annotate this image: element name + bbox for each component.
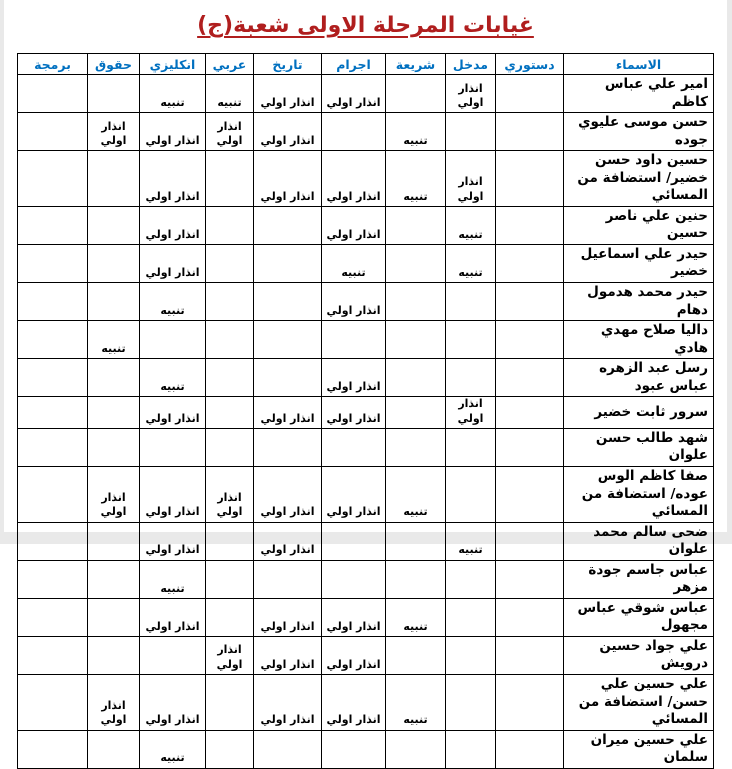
absence-cell[interactable] xyxy=(322,113,386,151)
absence-cell[interactable]: انذار اولي xyxy=(322,598,386,636)
absence-cell[interactable]: انذار اولي xyxy=(206,113,254,151)
absence-cell[interactable] xyxy=(206,359,254,397)
absence-cell[interactable] xyxy=(496,321,564,359)
absence-cell[interactable]: انذار اولي xyxy=(254,75,322,113)
absence-cell[interactable]: انذار اولي xyxy=(140,598,206,636)
absence-cell[interactable] xyxy=(18,428,88,466)
absence-cell[interactable]: انذار اولي xyxy=(88,113,140,151)
absence-cell[interactable]: انذار اولي xyxy=(140,113,206,151)
student-name-cell[interactable]: علي حسين علي حسن/ استضافة من المسائي xyxy=(564,675,714,731)
absence-cell[interactable] xyxy=(18,206,88,244)
absence-cell[interactable] xyxy=(446,466,496,522)
absence-cell[interactable] xyxy=(18,730,88,768)
student-name-cell[interactable]: علي حسين ميران سلمان xyxy=(564,730,714,768)
absence-cell[interactable] xyxy=(88,75,140,113)
absence-table xyxy=(17,53,714,769)
student-name-cell[interactable]: امير علي عباس كاظم xyxy=(564,75,714,113)
absence-cell[interactable]: انذار اولي xyxy=(140,206,206,244)
absence-cell[interactable] xyxy=(254,560,322,598)
absence-cell[interactable]: انذار اولي xyxy=(446,75,496,113)
absence-cell[interactable] xyxy=(140,321,206,359)
absence-cell[interactable]: تنبيه xyxy=(322,244,386,282)
document-page xyxy=(4,0,727,766)
absence-cell[interactable] xyxy=(446,560,496,598)
absence-cell[interactable]: انذار اولي xyxy=(322,359,386,397)
table-row xyxy=(18,466,714,522)
absence-cell[interactable] xyxy=(88,283,140,321)
absence-cell[interactable] xyxy=(496,466,564,522)
absence-cell[interactable] xyxy=(254,359,322,397)
column-header[interactable]: برمجة xyxy=(18,54,88,75)
table-body xyxy=(18,75,714,769)
absence-cell[interactable]: تنبيه xyxy=(88,321,140,359)
column-header[interactable]: تاريخ xyxy=(254,54,322,75)
absence-cell[interactable]: انذار اولي xyxy=(254,466,322,522)
absence-cell[interactable] xyxy=(18,75,88,113)
absence-cell[interactable] xyxy=(18,359,88,397)
absence-cell[interactable]: تنبيه xyxy=(446,206,496,244)
absence-cell[interactable] xyxy=(88,730,140,768)
absence-cell[interactable] xyxy=(88,206,140,244)
absence-cell[interactable] xyxy=(88,151,140,207)
absence-cell[interactable] xyxy=(88,636,140,674)
absence-cell[interactable] xyxy=(386,283,446,321)
table-row xyxy=(18,321,714,359)
column-header[interactable]: حقوق xyxy=(88,54,140,75)
header-row xyxy=(18,54,714,75)
student-name-cell[interactable]: علي جواد حسين درويش xyxy=(564,636,714,674)
absence-cell[interactable] xyxy=(206,598,254,636)
absence-cell[interactable]: انذار اولي xyxy=(140,675,206,731)
absence-cell[interactable] xyxy=(496,397,564,429)
absence-cell[interactable] xyxy=(496,283,564,321)
table-row xyxy=(18,598,714,636)
student-name-cell[interactable]: حسين داود حسن خضير/ استضافة من المسائي xyxy=(564,151,714,207)
absence-cell[interactable] xyxy=(386,244,446,282)
page-title: غيابات المرحلة الاولى شعبة(ج) xyxy=(197,13,534,38)
absence-cell[interactable] xyxy=(322,321,386,359)
absence-cell[interactable]: انذار اولي xyxy=(254,675,322,731)
absence-cell[interactable] xyxy=(206,283,254,321)
absence-cell[interactable] xyxy=(18,675,88,731)
table-row xyxy=(18,730,714,768)
absence-cell[interactable]: تنبيه xyxy=(140,359,206,397)
absence-cell[interactable] xyxy=(206,321,254,359)
table-row xyxy=(18,359,714,397)
absence-cell[interactable] xyxy=(386,560,446,598)
absence-cell[interactable]: تنبيه xyxy=(140,283,206,321)
table-row xyxy=(18,560,714,598)
absence-cell[interactable] xyxy=(254,730,322,768)
student-name-cell[interactable]: ضحى سالم محمد علوان xyxy=(564,522,714,560)
student-name-cell[interactable]: حيدر محمد هدمول دهام xyxy=(564,283,714,321)
table-row xyxy=(18,428,714,466)
absence-cell[interactable] xyxy=(18,598,88,636)
absence-cell[interactable] xyxy=(254,244,322,282)
absence-cell[interactable] xyxy=(386,75,446,113)
absence-cell[interactable] xyxy=(206,151,254,207)
student-name-cell[interactable]: صفا كاظم الوس عوده/ استضافة من المسائي xyxy=(564,466,714,522)
absence-cell[interactable] xyxy=(386,321,446,359)
absence-cell[interactable] xyxy=(446,636,496,674)
absence-cell[interactable] xyxy=(140,428,206,466)
absence-cell[interactable] xyxy=(496,675,564,731)
absence-cell[interactable]: انذار اولي xyxy=(140,397,206,429)
absence-cell[interactable] xyxy=(206,244,254,282)
absence-cell[interactable] xyxy=(446,113,496,151)
absence-cell[interactable] xyxy=(18,522,88,560)
absence-cell[interactable] xyxy=(18,244,88,282)
absence-cell[interactable] xyxy=(446,598,496,636)
student-name-cell[interactable]: شهد طالب حسن علوان xyxy=(564,428,714,466)
absence-cell[interactable]: تنبيه xyxy=(386,675,446,731)
table-row xyxy=(18,397,714,429)
absence-cell[interactable]: انذار اولي xyxy=(254,636,322,674)
absence-cell[interactable]: انذار اولي xyxy=(88,466,140,522)
absence-cell[interactable]: انذار اولي xyxy=(140,522,206,560)
absence-cell[interactable] xyxy=(386,397,446,429)
absence-cell[interactable] xyxy=(496,730,564,768)
absence-cell[interactable] xyxy=(206,522,254,560)
absence-cell[interactable] xyxy=(18,397,88,429)
absence-cell[interactable]: انذار اولي xyxy=(140,151,206,207)
absence-cell[interactable] xyxy=(496,598,564,636)
student-name-cell[interactable]: رسل عبد الزهره عباس عبود xyxy=(564,359,714,397)
absence-cell[interactable]: انذار اولي xyxy=(254,151,322,207)
absence-cell[interactable] xyxy=(496,244,564,282)
absence-cell[interactable]: انذار اولي xyxy=(322,151,386,207)
absence-cell[interactable]: تنبيه xyxy=(386,466,446,522)
absence-cell[interactable] xyxy=(254,321,322,359)
absence-cell[interactable] xyxy=(18,321,88,359)
absence-cell[interactable] xyxy=(254,206,322,244)
column-header[interactable]: انكليزي xyxy=(140,54,206,75)
absence-cell[interactable] xyxy=(386,636,446,674)
absence-cell[interactable]: تنبيه xyxy=(140,730,206,768)
absence-cell[interactable]: انذار اولي xyxy=(140,466,206,522)
absence-cell[interactable] xyxy=(386,359,446,397)
absence-cell[interactable]: انذار اولي xyxy=(254,397,322,429)
absence-cell[interactable]: انذار اولي xyxy=(254,598,322,636)
absence-cell[interactable] xyxy=(496,560,564,598)
absence-cell[interactable] xyxy=(18,560,88,598)
student-name-cell[interactable]: داليا صلاح مهدي هادي xyxy=(564,321,714,359)
absence-cell[interactable] xyxy=(88,397,140,429)
absence-cell[interactable] xyxy=(386,522,446,560)
absence-cell[interactable] xyxy=(88,244,140,282)
absence-cell[interactable] xyxy=(206,206,254,244)
table-row xyxy=(18,113,714,151)
student-name-cell[interactable]: عباس جاسم جودة مزهر xyxy=(564,560,714,598)
absence-cell[interactable] xyxy=(18,636,88,674)
absence-cell[interactable] xyxy=(206,397,254,429)
absence-cell[interactable] xyxy=(446,283,496,321)
absence-cell[interactable] xyxy=(322,560,386,598)
absence-cell[interactable] xyxy=(496,359,564,397)
absence-cell[interactable] xyxy=(386,206,446,244)
absence-cell[interactable] xyxy=(496,113,564,151)
student-name-cell[interactable]: حسن موسى عليوي جوده xyxy=(564,113,714,151)
table-row xyxy=(18,283,714,321)
column-header[interactable]: شريعة xyxy=(386,54,446,75)
absence-cell[interactable] xyxy=(254,428,322,466)
absence-cell[interactable]: انذار اولي xyxy=(254,522,322,560)
column-header[interactable]: مدخل xyxy=(446,54,496,75)
student-name-cell[interactable]: عباس شوقي عباس مجهول xyxy=(564,598,714,636)
table-row xyxy=(18,675,714,731)
absence-cell[interactable]: انذار اولي xyxy=(206,466,254,522)
absence-cell[interactable] xyxy=(18,466,88,522)
absence-cell[interactable]: تنبيه xyxy=(140,560,206,598)
absence-cell[interactable]: انذار اولي xyxy=(322,466,386,522)
absence-cell[interactable]: تنبيه xyxy=(140,75,206,113)
absence-cell[interactable] xyxy=(88,598,140,636)
absence-cell[interactable] xyxy=(322,522,386,560)
column-header[interactable]: الاسماء xyxy=(564,54,714,75)
absence-cell[interactable]: انذار اولي xyxy=(140,244,206,282)
table-row xyxy=(18,636,714,674)
table-row xyxy=(18,522,714,560)
absence-cell[interactable] xyxy=(446,730,496,768)
absence-cell[interactable]: تنبيه xyxy=(206,75,254,113)
absence-cell[interactable] xyxy=(140,636,206,674)
page-edge-right xyxy=(727,0,732,544)
absence-cell[interactable] xyxy=(254,283,322,321)
absence-cell[interactable]: تنبيه xyxy=(386,151,446,207)
absence-cell[interactable]: انذار اولي xyxy=(322,675,386,731)
absence-cell[interactable] xyxy=(18,283,88,321)
table-row xyxy=(18,206,714,244)
absence-cell[interactable] xyxy=(496,522,564,560)
absence-cell[interactable] xyxy=(322,730,386,768)
absence-cell[interactable]: تنبيه xyxy=(386,113,446,151)
absence-cell[interactable] xyxy=(88,522,140,560)
table-row xyxy=(18,75,714,113)
absence-cell[interactable] xyxy=(496,151,564,207)
absence-cell[interactable]: تنبيه xyxy=(446,522,496,560)
absence-cell[interactable] xyxy=(88,560,140,598)
absence-cell[interactable] xyxy=(88,428,140,466)
absence-cell[interactable]: انذار اولي xyxy=(446,397,496,429)
absence-cell[interactable] xyxy=(206,675,254,731)
absence-cell[interactable] xyxy=(496,636,564,674)
absence-cell[interactable] xyxy=(446,321,496,359)
absence-cell[interactable] xyxy=(386,428,446,466)
column-header[interactable]: اجرام xyxy=(322,54,386,75)
absence-cell[interactable] xyxy=(496,206,564,244)
table-row xyxy=(18,244,714,282)
absence-cell[interactable] xyxy=(496,428,564,466)
absence-cell[interactable] xyxy=(18,113,88,151)
absence-cell[interactable]: انذار اولي xyxy=(206,636,254,674)
absence-cell[interactable]: انذار اولي xyxy=(322,75,386,113)
absence-cell[interactable]: تنبيه xyxy=(386,598,446,636)
column-header[interactable]: عربي xyxy=(206,54,254,75)
absence-cell[interactable]: انذار اولي xyxy=(322,636,386,674)
absence-cell[interactable] xyxy=(206,730,254,768)
student-name-cell[interactable]: حنين علي ناصر حسين xyxy=(564,206,714,244)
student-name-cell[interactable]: سرور ثابت خضير xyxy=(564,397,714,429)
absence-cell[interactable]: انذار اولي xyxy=(322,206,386,244)
absence-cell[interactable]: تنبيه xyxy=(446,244,496,282)
absence-cell[interactable] xyxy=(322,428,386,466)
absence-cell[interactable] xyxy=(386,730,446,768)
absence-cell[interactable] xyxy=(496,75,564,113)
student-name-cell[interactable]: حيدر علي اسماعيل خضير xyxy=(564,244,714,282)
absence-cell[interactable] xyxy=(446,675,496,731)
absence-cell[interactable]: انذار اولي xyxy=(254,113,322,151)
absence-cell[interactable] xyxy=(446,428,496,466)
absence-cell[interactable] xyxy=(206,560,254,598)
absence-cell[interactable] xyxy=(18,151,88,207)
absence-cell[interactable] xyxy=(88,359,140,397)
absence-cell[interactable]: انذار اولي xyxy=(88,675,140,731)
table-row xyxy=(18,151,714,207)
absence-cell[interactable] xyxy=(446,359,496,397)
absence-cell[interactable]: انذار اولي xyxy=(322,397,386,429)
absence-cell[interactable]: انذار اولي xyxy=(322,283,386,321)
absence-cell[interactable] xyxy=(206,428,254,466)
absence-cell[interactable]: انذار اولي xyxy=(446,151,496,207)
column-header[interactable]: دستوري xyxy=(496,54,564,75)
